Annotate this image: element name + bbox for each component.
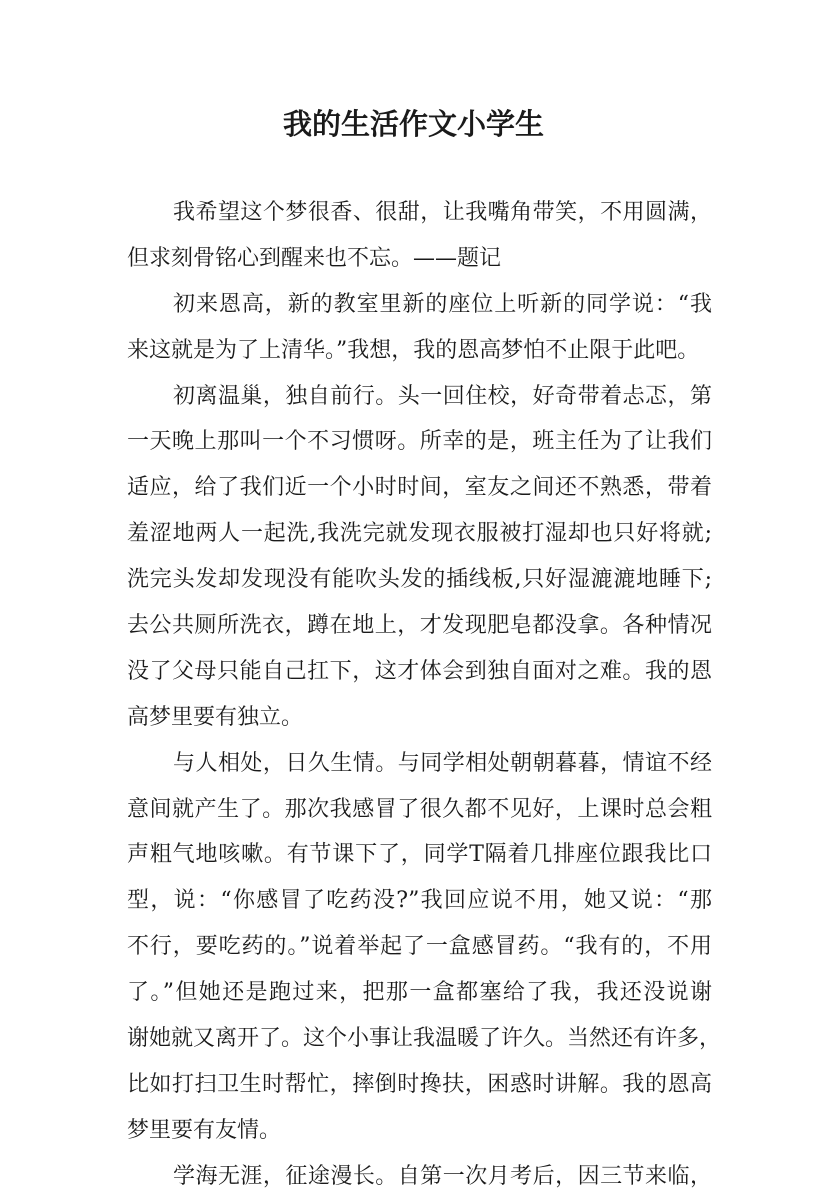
paragraph-line: 谢她就又离开了。这个小事让我温暖了许久。当然还有许多， (127, 1026, 722, 1052)
paragraph-line: 去公共厕所洗衣，蹲在地上，才发现肥皂都没拿。各种情况 (127, 613, 712, 639)
paragraph-line: 不行，要吃药的。”说着举起了一盒感冒药。“我有的，不用 (127, 934, 712, 960)
essay-body (127, 190, 722, 1200)
paragraph-line: 学海无涯，征途漫长。自第一次月考后，因三节来临， (173, 1163, 712, 1189)
paragraph-line: 适应，给了我们近一个小时时间，室友之间还不熟悉，带着 (127, 475, 712, 501)
paragraph-line: 高梦里要有独立。 (127, 704, 304, 730)
paragraph-line: 型，说：“你感冒了吃药没?”我回应说不用，她又说：“那 (127, 888, 712, 914)
paragraph-line: 与人相处，日久生情。与同学相处朝朝暮暮，情谊不经 (173, 750, 712, 776)
paragraph-line: 洗完头发却发现没有能吹头发的插线板,只好湿漉漉地睡下; (127, 567, 712, 593)
paragraph-line: 我希望这个梦很香、很甜，让我嘴角带笑，不用圆满， (173, 200, 712, 225)
paragraph-line: 羞涩地两人一起洗,我洗完就发现衣服被打湿却也只好将就; (127, 521, 712, 547)
paragraph-line: 声粗气地咳嗽。有节课下了，同学T隔着几排座位跟我比口 (127, 842, 712, 868)
page-title: 我的生活作文小学生 (282, 107, 544, 141)
paragraph-line: 初离温巢，独自前行。头一回住校，好奇带着忐忑，第 (173, 383, 712, 409)
paragraph-line: 比如打扫卫生时帮忙，摔倒时搀扶，困惑时讲解。我的恩高 (127, 1071, 712, 1097)
paragraph-line: 初来恩高，新的教室里新的座位上听新的同学说：“我 (173, 291, 712, 317)
paragraph-line: 来这就是为了上清华。”我想，我的恩高梦怕不止限于此吧。 (127, 337, 700, 363)
paragraph-line: 了。”但她还是跑过来，把那一盒都塞给了我，我还没说谢 (127, 980, 712, 1006)
paragraph-line: 梦里要有友情。 (127, 1117, 282, 1143)
paragraph-line: 一天晚上那叫一个不习惯呀。所幸的是，班主任为了让我们 (127, 429, 712, 455)
paragraph-line: 但求刻骨铭心到醒来也不忘。——题记 (127, 245, 502, 271)
paragraph-line: 意间就产生了。那次我感冒了很久都不见好，上课时总会粗 (127, 796, 712, 822)
paragraph-line: 没了父母只能自己扛下，这才体会到独自面对之难。我的恩 (127, 658, 712, 684)
